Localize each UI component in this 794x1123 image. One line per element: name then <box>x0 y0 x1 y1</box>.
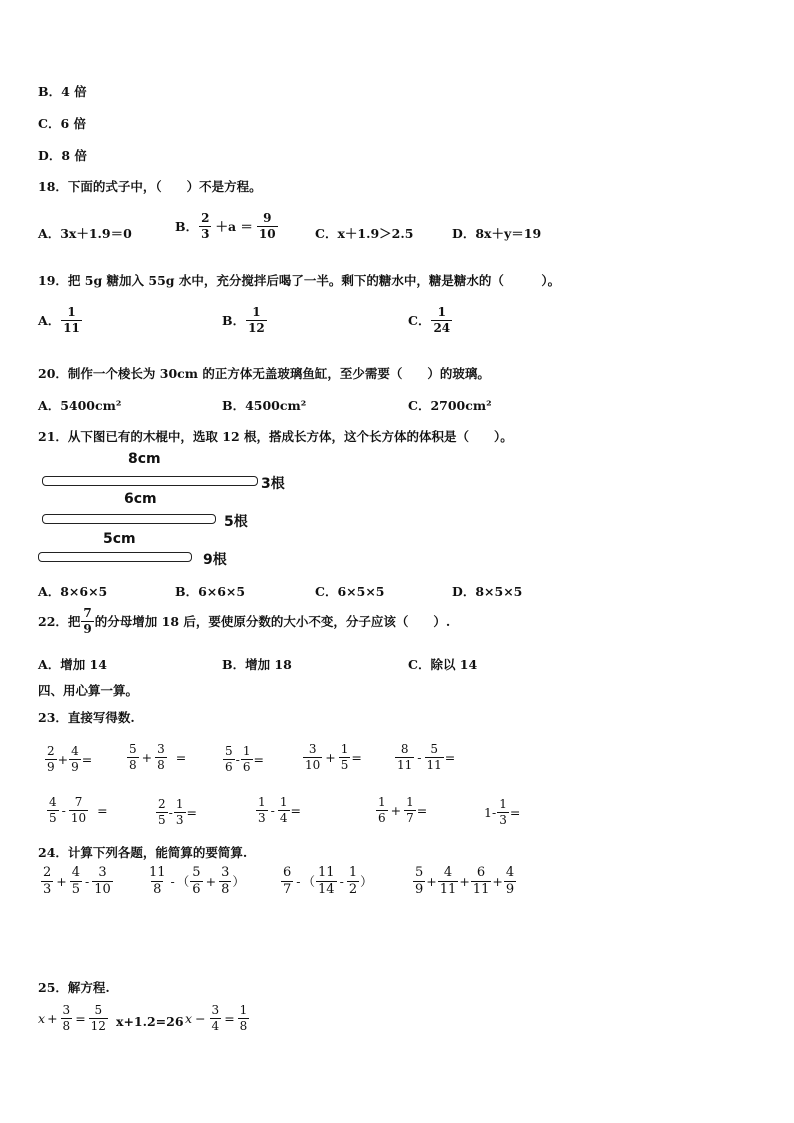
math-symbol: + <box>205 873 217 889</box>
q22-option-b: B．增加 18 <box>222 657 292 672</box>
denominator: 11 <box>426 757 442 772</box>
math-symbol: = <box>351 749 362 765</box>
fraction <box>303 743 322 771</box>
math-symbol: ） <box>360 874 373 890</box>
q18-option-b-label: B． <box>175 219 199 235</box>
numerator: 1 <box>67 305 76 319</box>
math-symbol: - <box>170 873 175 889</box>
denominator: 7 <box>283 881 292 897</box>
denominator: 4 <box>211 1018 220 1033</box>
fraction <box>69 796 88 824</box>
denominator: 9 <box>71 759 79 774</box>
math-symbol: = <box>224 1010 235 1026</box>
numerator: 3 <box>221 865 230 880</box>
numerator: 1 <box>378 795 386 809</box>
numerator: 6 <box>476 865 486 880</box>
numerator: 5 <box>129 742 137 756</box>
q23-item <box>394 743 455 771</box>
denominator: 3 <box>175 812 184 827</box>
fraction <box>223 745 235 773</box>
fraction <box>497 798 509 826</box>
q20-stem: 20．制作一个棱长为 30cm 的正方体无盖玻璃鱼缸，至少需要（ ）的玻璃。 <box>38 366 490 381</box>
fraction <box>155 743 167 771</box>
rod-count-label: 9根 <box>203 552 227 568</box>
denominator: 6 <box>378 810 386 825</box>
q21-option-d: D．8×5×5 <box>452 584 523 599</box>
numerator: 7 <box>83 606 92 620</box>
q23-item <box>255 796 301 824</box>
math-symbol: x <box>185 1010 193 1026</box>
denominator: 8 <box>62 1018 71 1033</box>
numerator: 4 <box>443 865 453 880</box>
numerator: 2 <box>47 744 55 758</box>
numerator: 2 <box>158 797 166 811</box>
fraction <box>376 796 388 824</box>
denominator: 24 <box>433 320 451 335</box>
math-symbol: - <box>61 802 66 818</box>
denominator: 4 <box>279 810 288 825</box>
denominator: 3 <box>43 881 52 897</box>
q22-option-c: C．除以 14 <box>408 657 478 672</box>
math-symbol: + <box>426 873 437 889</box>
section-heading: 四、用心算一算。 <box>38 683 139 698</box>
fraction <box>504 866 516 896</box>
rod-length-label: 6cm <box>124 491 157 507</box>
denominator: 9 <box>505 881 515 897</box>
math-symbol: = <box>75 1010 86 1026</box>
q23-item <box>375 796 427 824</box>
q25-equation: x+1.2=26 <box>116 1014 184 1029</box>
numerator: 1 <box>175 797 184 811</box>
math-symbol: - <box>417 749 422 765</box>
math-symbol: − <box>195 1010 206 1026</box>
denominator: 10 <box>70 810 87 825</box>
numerator: 4 <box>71 865 81 880</box>
fraction <box>210 1004 222 1032</box>
denominator: 3 <box>258 810 266 825</box>
denominator: 10 <box>258 226 276 241</box>
fraction <box>316 866 337 896</box>
math-symbol: = <box>81 751 93 767</box>
math-symbol: 1 <box>484 804 492 820</box>
numerator: 9 <box>263 211 272 225</box>
denominator: 8 <box>239 1018 248 1033</box>
math-symbol: = <box>416 802 428 818</box>
q25-stem: 25．解方程. <box>38 980 110 995</box>
math-symbol: = <box>290 802 301 818</box>
q23-item <box>222 745 264 773</box>
q20-option-b: B．4500cm² <box>222 398 307 413</box>
denominator: 3 <box>201 226 210 241</box>
numerator: 7 <box>74 795 83 809</box>
fraction <box>70 866 82 896</box>
math-symbol: - <box>296 873 301 889</box>
denominator: 5 <box>158 812 166 827</box>
rod-length-label: 5cm <box>103 531 136 547</box>
fraction <box>431 306 452 334</box>
q19-option-c <box>408 306 453 334</box>
q19-stem: 19．把 5g 糖加入 55g 水中，充分搅拌后喝了一半。剩下的糖水中，糖是糖水的（ ）。 <box>38 273 561 288</box>
fraction <box>395 743 414 771</box>
numerator: 3 <box>308 742 317 756</box>
math-symbol: - <box>85 873 90 889</box>
fraction <box>41 866 53 896</box>
numerator: 8 <box>400 742 409 756</box>
q23-item <box>44 745 92 773</box>
fraction <box>438 866 459 896</box>
fraction <box>81 607 93 635</box>
math-symbol: = <box>253 751 264 767</box>
q21-option-a: A．8×6×5 <box>38 584 108 599</box>
q18-option-c: C．x＋1.9＞2.5 <box>315 226 414 241</box>
numerator: 1 <box>437 305 446 319</box>
q18-stem: 18．下面的式子中，（ ）不是方程。 <box>38 179 262 194</box>
math-symbol: = <box>186 804 197 820</box>
fraction <box>404 796 416 824</box>
numerator: 2 <box>43 865 52 880</box>
denominator: 8 <box>129 757 137 772</box>
numerator: 6 <box>283 865 292 880</box>
denominator: 8 <box>157 757 165 772</box>
fraction <box>256 796 268 824</box>
fraction <box>61 1004 73 1032</box>
fraction <box>281 866 293 896</box>
fraction <box>89 1004 108 1032</box>
numerator: 1 <box>406 795 414 809</box>
denominator: 14 <box>318 881 335 897</box>
q21-option-b: B．6×6×5 <box>175 584 246 599</box>
numerator: 3 <box>98 865 107 880</box>
math-symbol: + <box>56 873 67 889</box>
numerator: 2 <box>201 211 210 225</box>
denominator: 5 <box>71 881 81 897</box>
math-symbol: + <box>141 749 153 765</box>
q22-option-a: A．增加 14 <box>38 657 107 672</box>
q24-expression <box>280 866 373 896</box>
q21-stem: 21．从下图已有的木棍中，选取 12 根，搭成长方体，这个长方体的体积是（ ）。 <box>38 429 513 444</box>
numerator: 1 <box>252 305 261 319</box>
stick-6cm <box>42 514 216 524</box>
math-symbol: （ <box>176 874 190 890</box>
fraction <box>257 212 278 240</box>
fraction <box>147 866 168 896</box>
math-symbol: - <box>270 802 275 818</box>
q20-option-c: C．2700cm² <box>408 398 492 413</box>
q18-option-b <box>175 212 279 240</box>
math-symbol: - <box>168 804 173 820</box>
fraction <box>127 743 139 771</box>
q19-option-a <box>38 306 83 334</box>
math-symbol: ） <box>232 874 245 890</box>
fraction <box>156 798 168 826</box>
numerator: 11 <box>318 865 335 880</box>
denominator: 6 <box>192 881 201 897</box>
fraction <box>69 745 81 773</box>
fraction <box>45 745 57 773</box>
math-symbol: + <box>390 802 402 818</box>
math-symbol: = <box>509 804 521 820</box>
q23-item <box>126 743 186 771</box>
rod-length-label: 8cm <box>128 451 161 467</box>
numerator: 3 <box>62 1003 71 1017</box>
fraction <box>61 306 82 334</box>
denominator: 8 <box>153 881 162 897</box>
q19-option-b <box>222 306 268 334</box>
q19-option-c-label: C． <box>408 313 431 329</box>
numerator: 4 <box>505 865 515 880</box>
denominator: 9 <box>415 881 424 897</box>
fraction <box>425 743 444 771</box>
fraction <box>413 866 425 896</box>
fraction <box>174 798 186 826</box>
q17-option-b: B．4 倍 <box>38 84 87 99</box>
q22-stem-post: 的分母增加 18 后，要使原分数的大小不变，分子应该（ ）. <box>94 614 451 630</box>
numerator: 5 <box>94 1003 103 1017</box>
denominator: 12 <box>248 320 265 335</box>
denominator: 3 <box>499 812 507 827</box>
fraction <box>246 306 267 334</box>
math-symbol: - <box>491 804 497 820</box>
math-symbol: （ <box>302 874 316 890</box>
numerator: 1 <box>348 865 358 880</box>
math-symbol: - <box>235 751 240 767</box>
math-symbol: + <box>325 749 336 765</box>
denominator: 2 <box>348 881 358 897</box>
fraction <box>199 212 211 240</box>
fraction <box>471 866 492 896</box>
fraction <box>219 866 231 896</box>
q22-stem-pre: 22．把 <box>38 614 81 630</box>
numerator: 4 <box>49 795 57 809</box>
numerator: 1 <box>340 742 349 756</box>
denominator: 10 <box>94 881 111 897</box>
denominator: 7 <box>406 810 414 825</box>
denominator: 12 <box>90 1018 106 1033</box>
q19-option-b-label: B． <box>222 313 246 329</box>
numerator: 1 <box>239 1003 248 1017</box>
fraction <box>47 796 59 824</box>
denominator: 11 <box>397 757 413 772</box>
q23-item <box>46 796 108 824</box>
q17-option-c: C．6 倍 <box>38 116 86 131</box>
fraction <box>238 1004 250 1032</box>
q25-equation <box>185 1004 250 1032</box>
denominator: 9 <box>83 621 92 636</box>
math-symbol: = <box>97 802 108 818</box>
numerator: 1 <box>242 744 251 758</box>
stick-5cm <box>38 552 192 562</box>
math-symbol: + <box>57 751 69 767</box>
denominator: 9 <box>47 759 55 774</box>
numerator: 1 <box>258 795 266 809</box>
denominator: 6 <box>242 759 251 774</box>
denominator: 5 <box>49 810 57 825</box>
q24-expression <box>40 866 114 896</box>
rod-count-label: 5根 <box>224 514 248 530</box>
fraction <box>278 796 290 824</box>
q24-expression <box>412 866 517 896</box>
q22-stem <box>38 607 450 635</box>
q18-option-d: D．8x＋y＝19 <box>452 226 542 241</box>
fraction <box>241 745 253 773</box>
numerator: 5 <box>415 865 424 880</box>
denominator: 8 <box>221 881 230 897</box>
q18-option-b-mid: ＋a ＝ <box>215 219 253 235</box>
q24-expression <box>146 866 245 896</box>
math-symbol: - <box>339 873 344 889</box>
denominator: 10 <box>305 757 321 772</box>
q24-stem: 24．计算下列各题，能简算的要简算. <box>38 845 248 860</box>
numerator: 1 <box>279 795 288 809</box>
denominator: 11 <box>439 881 457 897</box>
q23-item <box>155 798 197 826</box>
denominator: 5 <box>340 757 349 772</box>
q20-option-a: A．5400cm² <box>38 398 122 413</box>
q23-item <box>302 743 362 771</box>
fraction <box>190 866 202 896</box>
numerator: 5 <box>192 865 201 880</box>
numerator: 5 <box>430 742 438 756</box>
math-symbol: + <box>459 873 470 889</box>
q19-option-a-label: A． <box>38 313 61 329</box>
math-symbol: x <box>38 1010 46 1026</box>
denominator: 11 <box>472 881 490 897</box>
q23-item <box>484 798 520 826</box>
math-symbol: + <box>47 1010 58 1026</box>
math-symbol: = <box>175 749 187 765</box>
stick-8cm <box>42 476 258 486</box>
rod-count-label: 3根 <box>261 476 285 492</box>
q18-option-a: A．3x＋1.9＝0 <box>38 226 132 241</box>
q25-equation <box>38 1004 109 1032</box>
math-symbol: + <box>492 873 503 889</box>
denominator: 6 <box>225 759 233 774</box>
fraction <box>339 743 351 771</box>
fraction <box>92 866 113 896</box>
numerator: 11 <box>149 865 166 880</box>
numerator: 3 <box>211 1003 220 1017</box>
numerator: 3 <box>157 742 165 756</box>
numerator: 1 <box>499 797 507 811</box>
numerator: 5 <box>225 744 233 758</box>
q21-option-c: C．6×5×5 <box>315 584 385 599</box>
denominator: 11 <box>63 320 80 335</box>
math-symbol: = <box>444 749 456 765</box>
numerator: 4 <box>71 744 79 758</box>
q17-option-d: D．8 倍 <box>38 148 87 163</box>
q23-stem: 23．直接写得数. <box>38 710 135 725</box>
fraction <box>347 866 359 896</box>
